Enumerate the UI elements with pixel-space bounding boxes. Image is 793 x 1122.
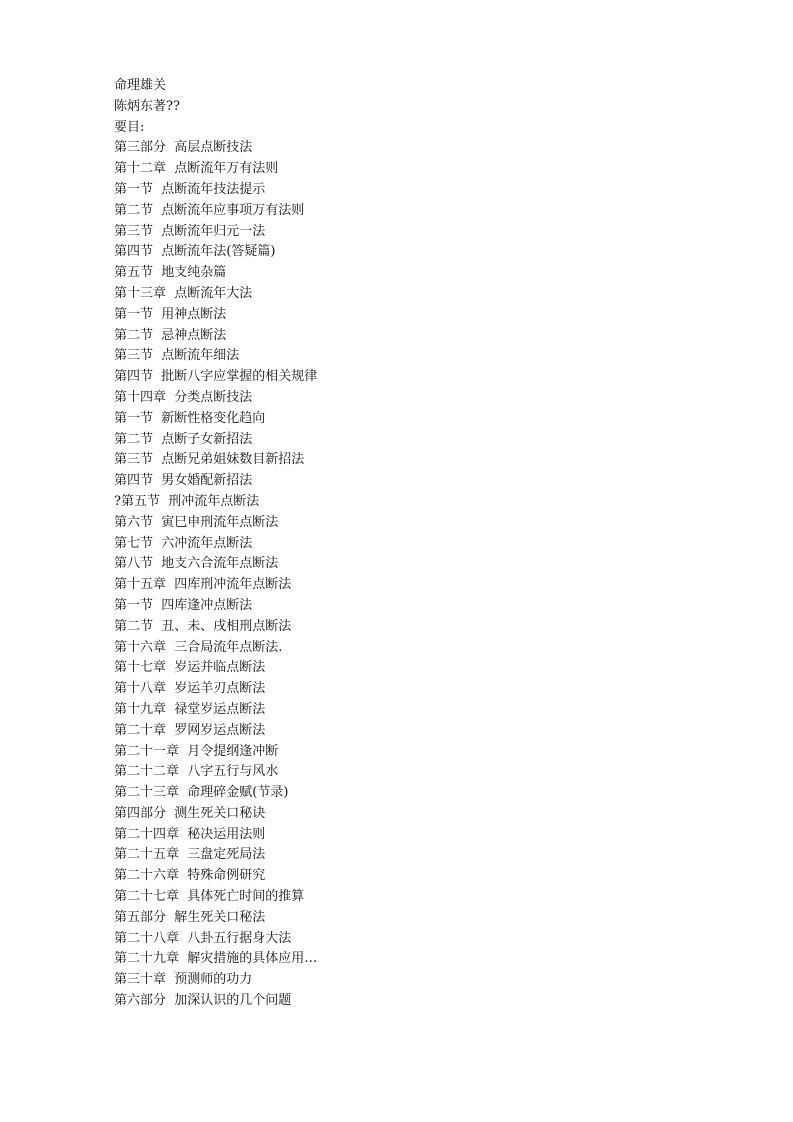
toc-entry: 第六节 寅巳申刑流年点断法: [114, 514, 279, 530]
toc-entry: 第八节 地支六合流年点断法: [114, 556, 279, 572]
toc-entry: 第一节 点断流年技法提示: [114, 181, 266, 197]
toc-entry: 第二十二章 八字五行与风水: [114, 764, 279, 780]
toc-entry: 第二十一章 月令提纲逢冲断: [114, 743, 279, 759]
toc-entry: 第三节 点断流年归元一法: [114, 223, 266, 239]
toc-entry: 第二节 忌神点断法: [114, 327, 227, 343]
toc-entry: 第四节 男女婚配新招法: [114, 473, 253, 489]
toc-entry: 第十七章 岁运并临点断法: [114, 660, 266, 676]
toc-entry: 第三节 点断流年细法: [114, 348, 240, 364]
toc-entry: 第二十七章 具体死亡时间的推算: [114, 889, 305, 905]
toc-entry: 第十二章 点断流年万有法则: [114, 161, 279, 177]
toc-entry: 第二节 点断流年应事项万有法则: [114, 202, 305, 218]
toc-entry: 第五节 地支纯杂篇: [114, 265, 227, 281]
toc-entry: 第四节 批断八字应掌握的相关规律: [114, 369, 318, 385]
toc-entry: 第二十五章 三盘定死局法: [114, 847, 266, 863]
toc-entry: 第二节 丑、未、戌相刑点断法: [114, 618, 292, 634]
toc-entry: 第十四章 分类点断技法: [114, 389, 253, 405]
toc-entry: 第一节 新断性格变化趋向: [114, 410, 266, 426]
toc-entry: 第七节 六冲流年点断法: [114, 535, 253, 551]
table-of-contents: [114, 76, 317, 1012]
toc-entry: 第十三章 点断流年大法: [114, 285, 253, 301]
toc-entry: 第十六章 三合局流年点断法.: [114, 639, 283, 655]
toc-entry: 第四部分 测生死关口秘诀: [114, 805, 266, 821]
toc-entry: 第三部分 高层点断技法: [114, 140, 253, 156]
book-title: 命理雄关: [114, 78, 167, 93]
toc-entry: 第三十章 预测师的功力: [114, 972, 253, 988]
toc-entry: 第三节 点断兄弟姐妹数目新招法: [114, 452, 305, 468]
toc-entry: 第一节 用神点断法: [114, 306, 227, 322]
toc-entry: 第二十四章 秘决运用法则: [114, 826, 266, 842]
toc-entry: 第四节 点断流年法(答疑篇): [114, 244, 276, 260]
toc-entry: 第二十三章 命理碎金赋(节录): [114, 785, 289, 801]
toc-entry: 第二十章 罗网岁运点断法: [114, 722, 266, 738]
toc-entry: 第六部分 加深认识的几个问题: [114, 993, 292, 1009]
toc-entry: 第一节 四库逢冲点断法: [114, 597, 253, 613]
toc-entry: 第十九章 禄堂岁运点断法: [114, 701, 266, 717]
book-author: 陈炳东著??: [114, 98, 180, 114]
toc-heading: 要目:: [114, 119, 145, 135]
toc-entry: 第二十九章 解灾措施的具体应用…: [114, 951, 318, 967]
toc-entry: 第十五章 四库刑冲流年点断法: [114, 577, 292, 593]
toc-entry: 第二节 点断子女新招法: [114, 431, 253, 447]
toc-entry: 第五部分 解生死关口秘法: [114, 909, 266, 925]
toc-entry: 第二十六章 特殊命例研究: [114, 868, 266, 884]
toc-entry: ?第五节 刑冲流年点断法: [114, 493, 260, 509]
toc-entry: 第二十八章 八卦五行据身大法: [114, 930, 292, 946]
toc-entry: 第十八章 岁运羊刃点断法: [114, 681, 266, 697]
